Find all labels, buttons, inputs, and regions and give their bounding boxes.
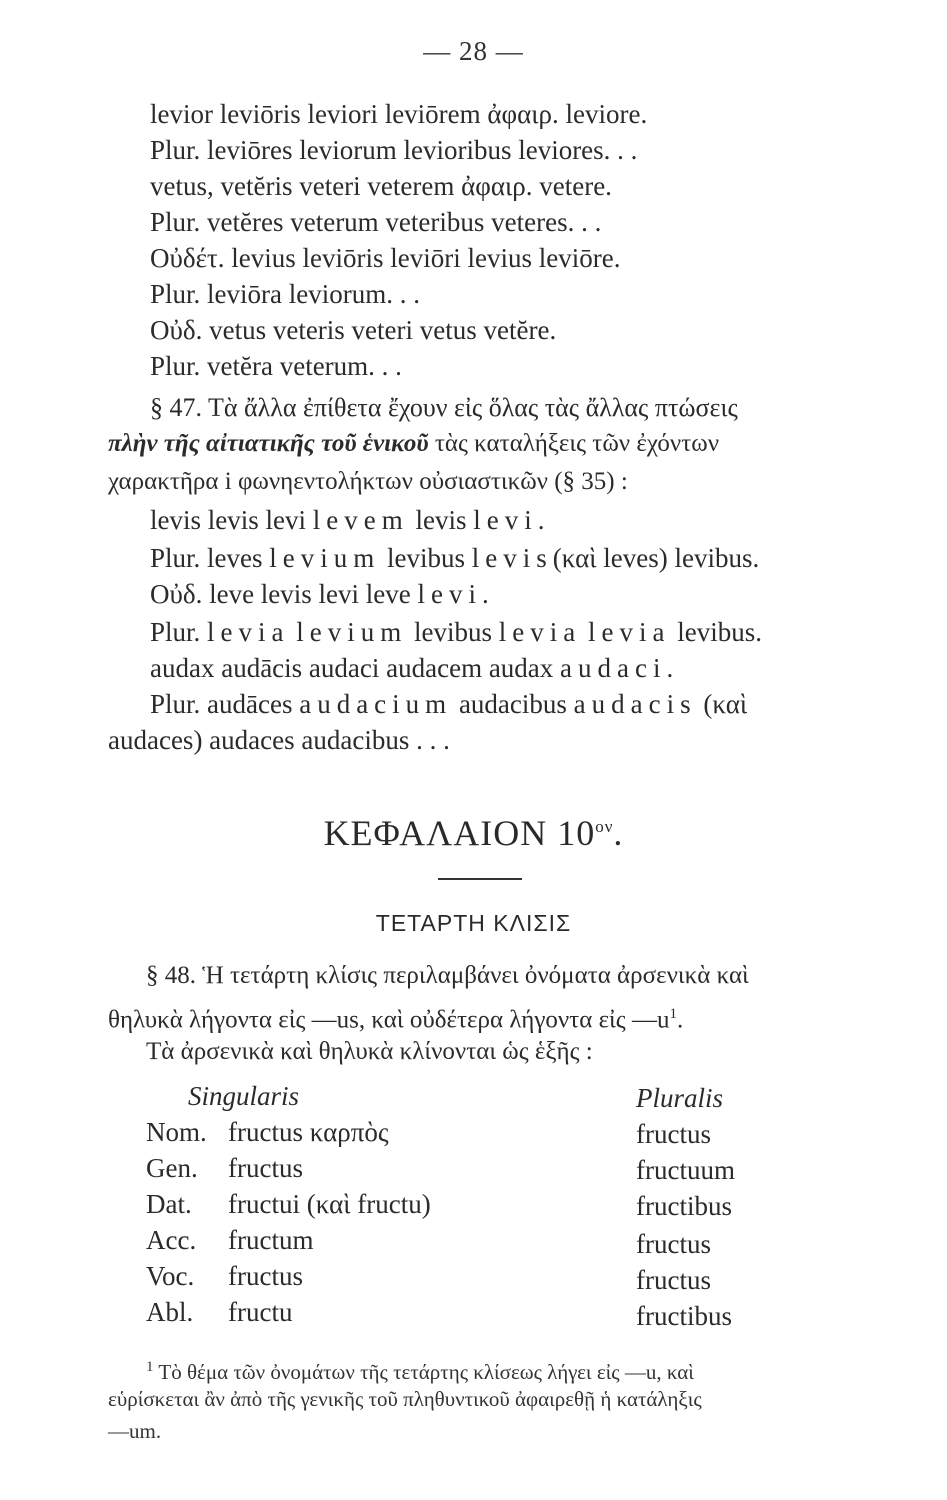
- paradigm-line-plur-leviora: Plur. leviōra leviorum. . .: [150, 279, 420, 309]
- text-fragment: θηλυκὰ λήγοντα εἰς —us, καὶ οὐδέτερα λήγοντα εἰς —u: [108, 1006, 670, 1034]
- table-row-singular: fructus: [228, 1153, 303, 1183]
- text-fragment: audax audācis audaci audacem audax: [150, 653, 561, 683]
- chapter-title-text: ΚΕΦΑΛΑΙΟΝ 10: [323, 813, 596, 853]
- text-fragment: Plur.: [150, 617, 208, 647]
- table-row-case: Voc.: [146, 1261, 195, 1291]
- spaced-form: levium: [269, 543, 381, 573]
- declension-title: ΤΕΤΑΡΤΗ ΚΛΙΣΙΣ: [375, 910, 572, 936]
- spaced-form: levis: [471, 543, 553, 573]
- text-fragment: levibus: [380, 543, 472, 573]
- paradigm-line-plur-leviores: Plur. leviōres leviorum levioribus leviores. . .: [150, 135, 638, 165]
- table-row-plural: fructus: [636, 1265, 711, 1295]
- table-row-singular: fructum: [228, 1225, 314, 1255]
- text-fragment: Οὐδ. leve levis levi leve: [150, 579, 418, 609]
- chapter-divider: [438, 878, 522, 880]
- footnote-marker: 1: [669, 1006, 677, 1022]
- text-fragment: Plur. leves: [150, 543, 270, 573]
- paradigm-line-plur-vetera: Plur. vetĕra veterum. . .: [150, 351, 402, 381]
- spaced-form: levia: [207, 617, 290, 647]
- table-row-singular: fructui (καὶ fructu): [228, 1189, 431, 1219]
- text-fragment: Plur. audāces: [150, 689, 300, 719]
- section-47-line-3: χαρακτῆρα i φωνηεντολήκτων οὐσιαστικῶν (§ 35) :: [108, 468, 628, 495]
- spaced-form: levi.: [417, 579, 495, 609]
- levis-line-2: [150, 542, 759, 574]
- table-row-singular: fructu: [228, 1297, 293, 1327]
- text-fragment: Τὸ θέμα τῶν ὀνομάτων τῆς τετάρτης κλίσεως λήγει εἰς —u, καὶ: [153, 1360, 694, 1384]
- section-47-line-2-rest: τὰς καταλήξεις τῶν ἐχόντων: [428, 430, 719, 457]
- table-row-case: Nom.: [146, 1117, 207, 1147]
- spaced-form: audacis: [573, 689, 697, 719]
- table-row-plural: fructibus: [636, 1301, 732, 1331]
- column-header-singular: Singularis: [188, 1081, 300, 1111]
- text-fragment: (καὶ leves) levibus.: [552, 543, 760, 573]
- paradigm-line-vetus: vetus, vetĕris veteri veterem ἀφαιρ. vetere.: [150, 171, 612, 201]
- text-fragment: levis: [408, 505, 474, 535]
- spaced-form: levia: [588, 617, 671, 647]
- footnote-line-3: —um.: [108, 1419, 162, 1443]
- text-fragment: levis levis levi: [150, 505, 313, 535]
- text-fragment: (καὶ: [696, 689, 748, 719]
- chapter-title-dot: .: [613, 813, 624, 853]
- paradigm-line-neuter-levius: Οὐδέτ. levius leviōris leviōri levius leviōre.: [150, 243, 621, 273]
- table-row-case: Acc.: [146, 1225, 197, 1255]
- emphasis-text: πλὴν τῆς αἰτιατικῆς τοῦ ἑνικοῦ: [108, 430, 429, 457]
- paradigm-line-levior: levior leviōris leviori leviōrem ἀφαιρ. leviore.: [150, 99, 648, 129]
- section-48-line-2: [108, 998, 683, 1036]
- table-row-case: Abl.: [146, 1297, 194, 1327]
- section-47-line-1: § 47. Τὰ ἄλλα ἐπίθετα ἔχουν εἰς ὅλας τὰς ἄλλας πτώσεις: [150, 393, 738, 422]
- text-fragment: levibus.: [670, 617, 762, 647]
- text-fragment: levibus: [407, 617, 499, 647]
- column-header-plural: Pluralis: [636, 1083, 724, 1113]
- spaced-form: levem: [312, 505, 409, 535]
- table-row-plural: fructus: [636, 1229, 711, 1259]
- table-row-singular: fructus: [228, 1261, 303, 1291]
- audax-line-3: audaces) audaces audacibus . . .: [108, 725, 450, 755]
- table-row-plural: fructibus: [636, 1191, 732, 1221]
- chapter-ordinal-suffix: ον: [595, 817, 614, 836]
- page-number: — 28 —: [423, 36, 524, 66]
- levis-line-3: [150, 578, 495, 610]
- table-row-plural: fructus: [636, 1119, 711, 1149]
- section-47-line-2: [108, 428, 719, 460]
- table-row-plural: fructuum: [636, 1155, 735, 1185]
- spaced-form: levium: [296, 617, 408, 647]
- footnote-line-2: εὑρίσκεται ἂν ἀπὸ τῆς γενικῆς τοῦ πληθυντικοῦ ἀφαιρεθῇ ἡ κατάληξις: [108, 1387, 702, 1411]
- footnote-line-1: [146, 1354, 694, 1385]
- paradigm-line-neuter-vetus: Οὐδ. vetus veteris veteri vetus vetĕre.: [150, 315, 557, 345]
- audax-line-2: [150, 688, 747, 720]
- levis-line-1: [150, 504, 550, 536]
- text-fragment: audacibus: [452, 689, 574, 719]
- table-row-singular: fructus καρπὸς: [228, 1117, 389, 1147]
- spaced-form: levia: [498, 617, 582, 647]
- chapter-title: [0, 812, 947, 854]
- levis-line-4: [150, 616, 762, 648]
- spaced-form: audaci.: [560, 653, 680, 683]
- paradigm-line-plur-veteres: Plur. vetĕres veterum veteribus veteres. . .: [150, 207, 602, 237]
- audax-line-1: [150, 652, 679, 684]
- spaced-form: audacium: [299, 689, 453, 719]
- table-row-case: Gen.: [146, 1153, 198, 1183]
- section-48-line-3: Τὰ ἀρσενικὰ καὶ θηλυκὰ κλίνονται ὡς ἑξῆς :: [146, 1038, 593, 1065]
- table-row-case: Dat.: [146, 1189, 192, 1219]
- footnote-marker: 1: [146, 1359, 154, 1375]
- text-fragment: .: [676, 1006, 684, 1034]
- spaced-form: levi.: [473, 505, 551, 535]
- section-48-line-1: § 48. Ἡ τετάρτη κλίσις περιλαμβάνει ὀνόματα ἀρσενικὰ καὶ: [146, 962, 749, 989]
